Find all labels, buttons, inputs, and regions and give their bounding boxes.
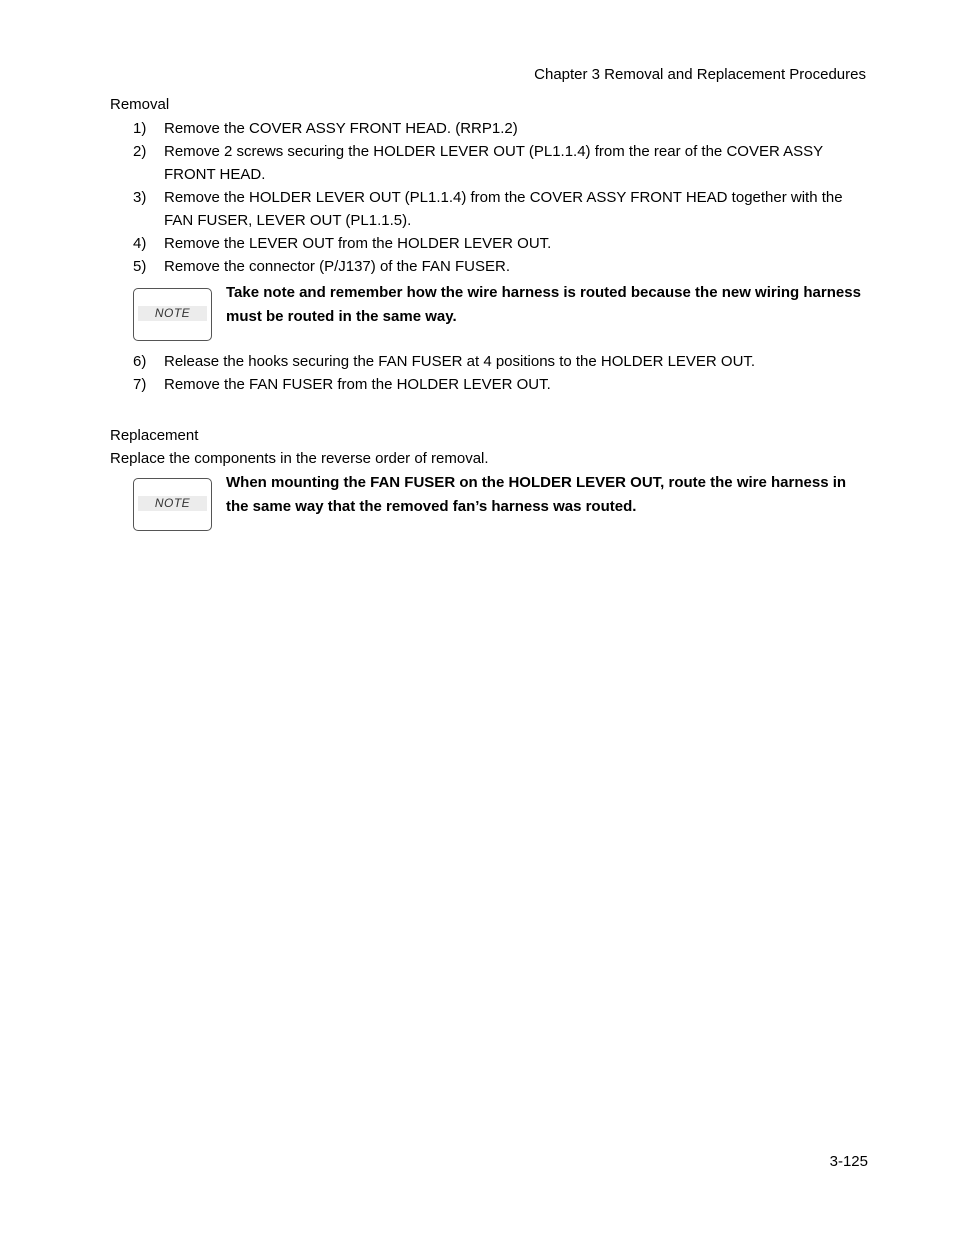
step-text: Remove 2 screws securing the HOLDER LEVER OUT (PL1.1.4) from the rear of the COVER ASSY FRONT HEAD. bbox=[164, 143, 823, 183]
step-number: 3) bbox=[133, 189, 147, 206]
step-item bbox=[110, 255, 870, 278]
step-item bbox=[110, 140, 870, 186]
step-number: 2) bbox=[133, 143, 147, 160]
step-number: 6) bbox=[133, 353, 147, 370]
replacement-heading: Replacement bbox=[110, 427, 199, 444]
note-label: NOTE bbox=[138, 496, 207, 511]
note-text: Take note and remember how the wire harness is routed because the new wiring harness must be routed in the same way. bbox=[226, 284, 861, 325]
note-text: When mounting the FAN FUSER on the HOLDER LEVER OUT, route the wire harness in the same way that the removed fan’s harness was routed. bbox=[226, 474, 847, 515]
page-number: 3-125 bbox=[829, 1153, 868, 1170]
removal-heading: Removal bbox=[110, 96, 170, 113]
step-text: Release the hooks securing the FAN FUSER at 4 positions to the HOLDER LEVER OUT. bbox=[164, 353, 756, 370]
note-label: NOTE bbox=[138, 306, 207, 321]
removal-steps-list-continued bbox=[110, 350, 870, 396]
removal-steps-list bbox=[110, 117, 870, 278]
step-text: Remove the HOLDER LEVER OUT (PL1.1.4) from the COVER ASSY FRONT HEAD together with the FAN FUSER, LEVER OUT (PL1.1.5). bbox=[164, 189, 843, 229]
step-item bbox=[110, 350, 870, 373]
step-number: 5) bbox=[133, 258, 147, 275]
step-number: 4) bbox=[133, 235, 147, 252]
step-item bbox=[110, 232, 870, 255]
step-item bbox=[110, 186, 870, 232]
step-text: Remove the COVER ASSY FRONT HEAD. (RRP1.2) bbox=[164, 120, 518, 137]
step-item bbox=[110, 373, 870, 396]
step-text: Remove the LEVER OUT from the HOLDER LEVER OUT. bbox=[164, 235, 552, 252]
step-item bbox=[110, 117, 870, 140]
step-number: 7) bbox=[133, 376, 147, 393]
replacement-text: Replace the components in the reverse order of removal. bbox=[110, 450, 489, 467]
step-text: Remove the connector (P/J137) of the FAN FUSER. bbox=[164, 258, 510, 275]
step-text: Remove the FAN FUSER from the HOLDER LEVER OUT. bbox=[164, 376, 551, 393]
chapter-header: Chapter 3 Removal and Replacement Procedures bbox=[534, 66, 866, 83]
note-icon bbox=[133, 478, 212, 531]
note-icon bbox=[133, 288, 212, 341]
step-number: 1) bbox=[133, 120, 147, 137]
